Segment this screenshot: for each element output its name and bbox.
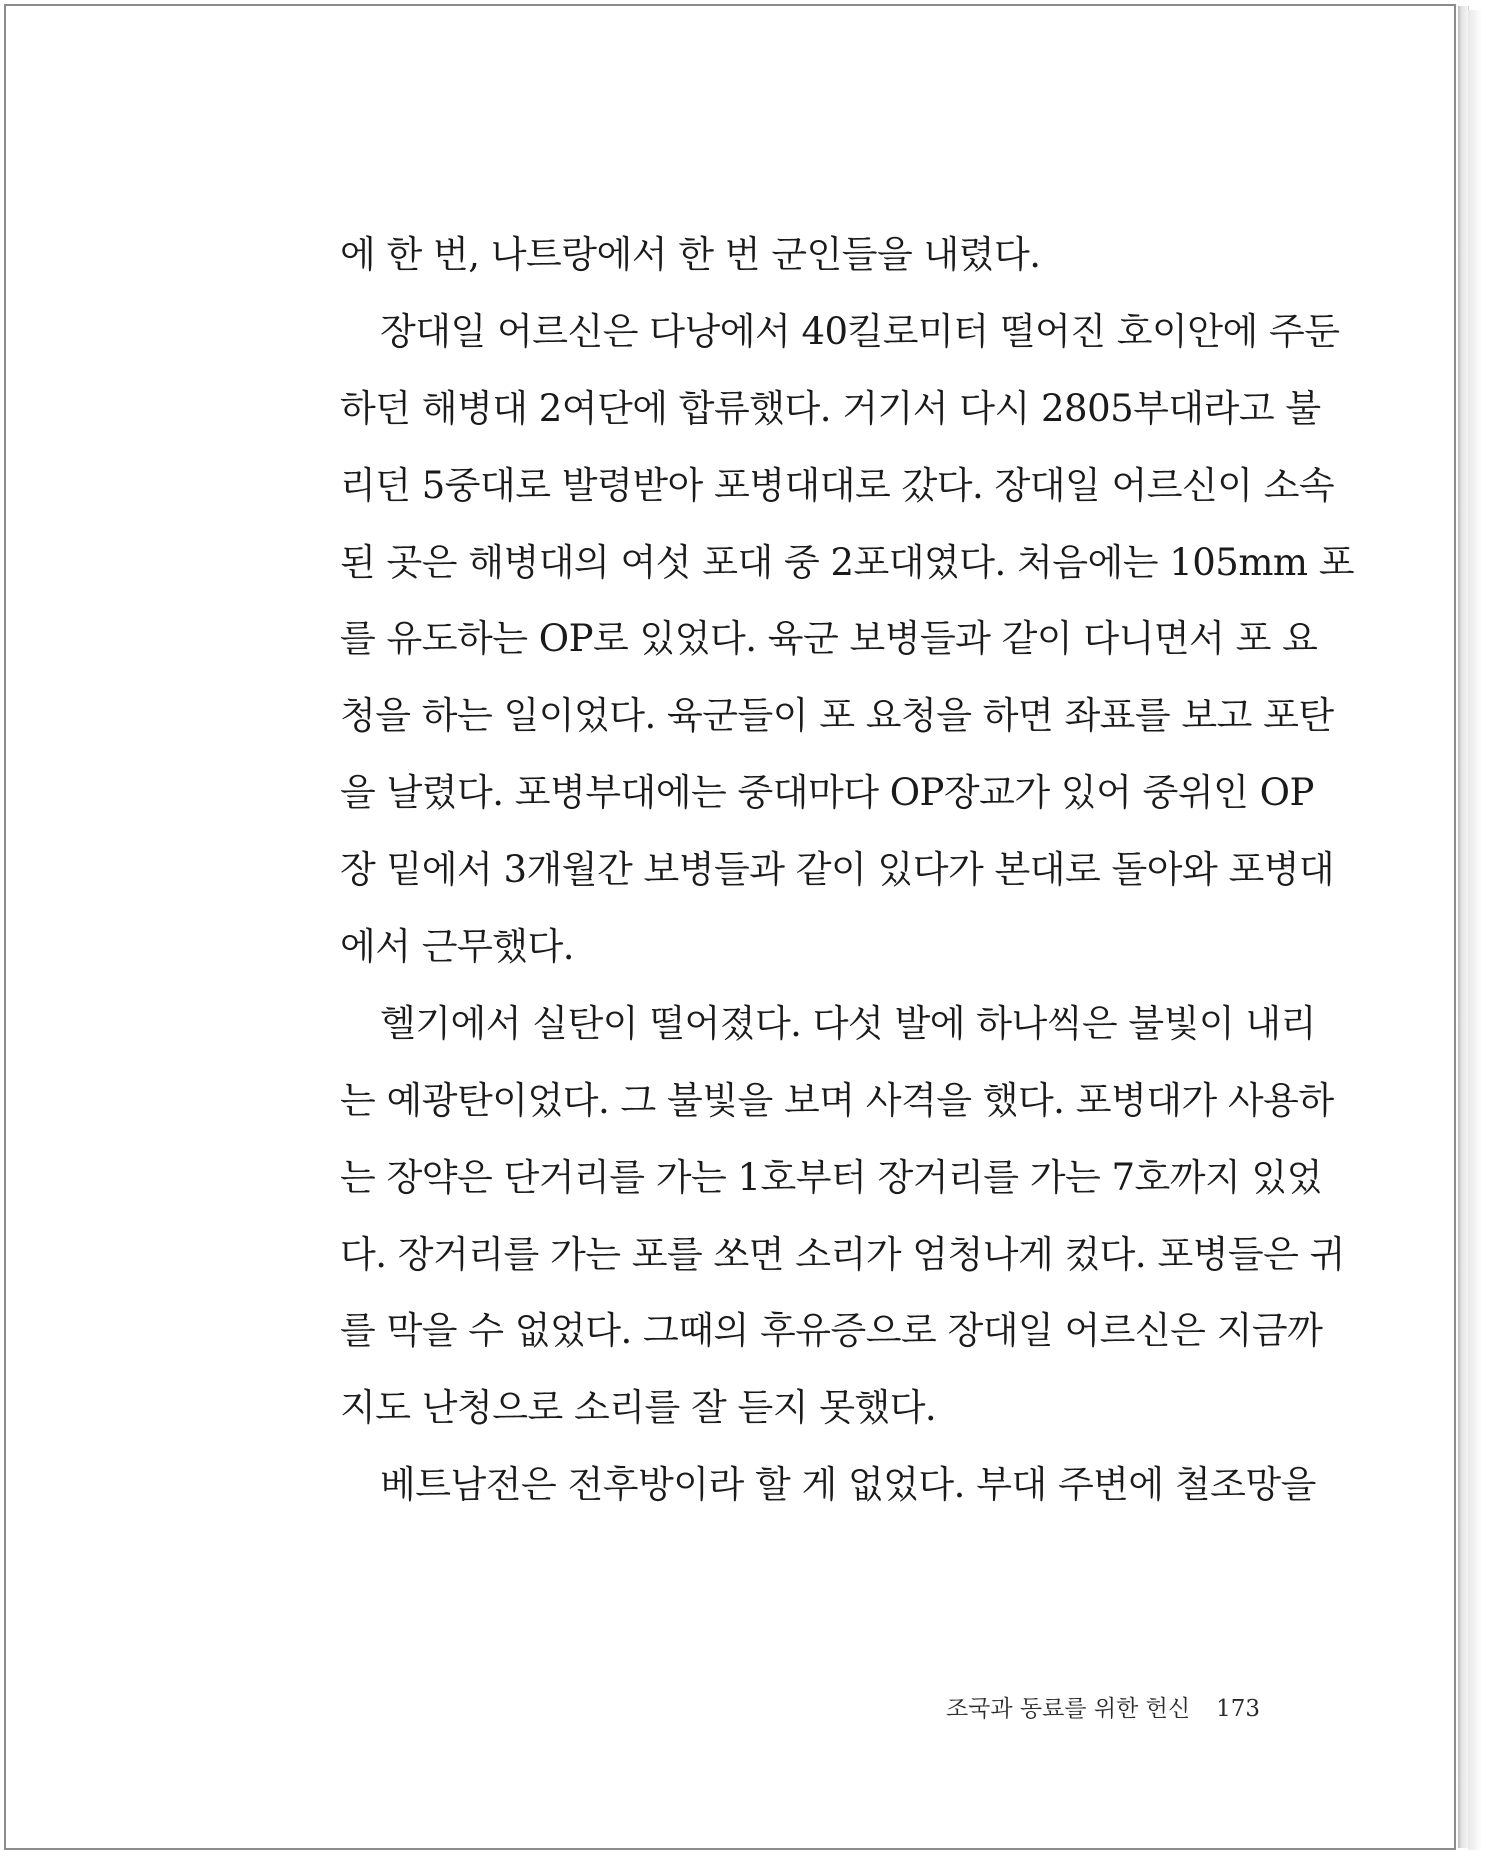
running-title: 조국과 동료를 위한 헌신 — [945, 1696, 1191, 1722]
text-line: 는 장약은 단거리를 가는 1호부터 장거리를 가는 7호까지 있었 — [340, 1155, 1322, 1199]
text-line: 리던 5중대로 발령받아 포병대대로 갔다. 장대일 어르신이 소속 — [340, 463, 1335, 507]
text-line: 장 밑에서 3개월간 보병들과 같이 있다가 본대로 돌아와 포병대 — [340, 848, 1335, 892]
text-line: 를 막을 수 없었다. 그때의 후유증으로 장대일 어르신은 지금까 — [340, 1309, 1323, 1353]
text-line: 에서 근무했다. — [340, 925, 574, 969]
text-line: 을 날렸다. 포병부대에는 중대마다 OP장교가 있어 중위인 OP — [340, 771, 1314, 815]
page-footer — [940, 1690, 1260, 1723]
text-line: 다. 장거리를 가는 포를 쏘면 소리가 엄청나게 컸다. 포병들은 귀 — [340, 1232, 1345, 1276]
body-text — [340, 226, 1355, 1533]
text-line: 는 예광탄이었다. 그 불빛을 보며 사격을 했다. 포병대가 사용하 — [340, 1078, 1334, 1122]
page-number: 173 — [1216, 1696, 1260, 1722]
text-line: 베트남전은 전후방이라 할 게 없었다. 부대 주변에 철조망을 — [380, 1463, 1316, 1507]
text-line: 헬기에서 실탄이 떨어졌다. 다섯 발에 하나씩은 불빛이 내리 — [380, 1001, 1316, 1045]
text-line: 된 곳은 해병대의 여섯 포대 중 2포대였다. 처음에는 105mm 포 — [340, 540, 1355, 584]
text-line: 지도 난청으로 소리를 잘 듣지 못했다. — [340, 1386, 937, 1430]
text-line: 를 유도하는 OP로 있었다. 육군 보병들과 같이 다니면서 포 요 — [340, 617, 1318, 661]
text-line: 에 한 번, 나트랑에서 한 번 군인들을 내렸다. — [340, 233, 1041, 276]
page-shadow — [1468, 10, 1482, 1850]
text-line: 하던 해병대 2여단에 합류했다. 거기서 다시 2805부대라고 불 — [340, 386, 1321, 430]
text-line: 장대일 어르신은 다낭에서 40킬로미터 떨어진 호이안에 주둔 — [380, 309, 1340, 353]
text-line: 청을 하는 일이었다. 육군들이 포 요청을 하면 좌표를 보고 포탄 — [340, 694, 1334, 738]
